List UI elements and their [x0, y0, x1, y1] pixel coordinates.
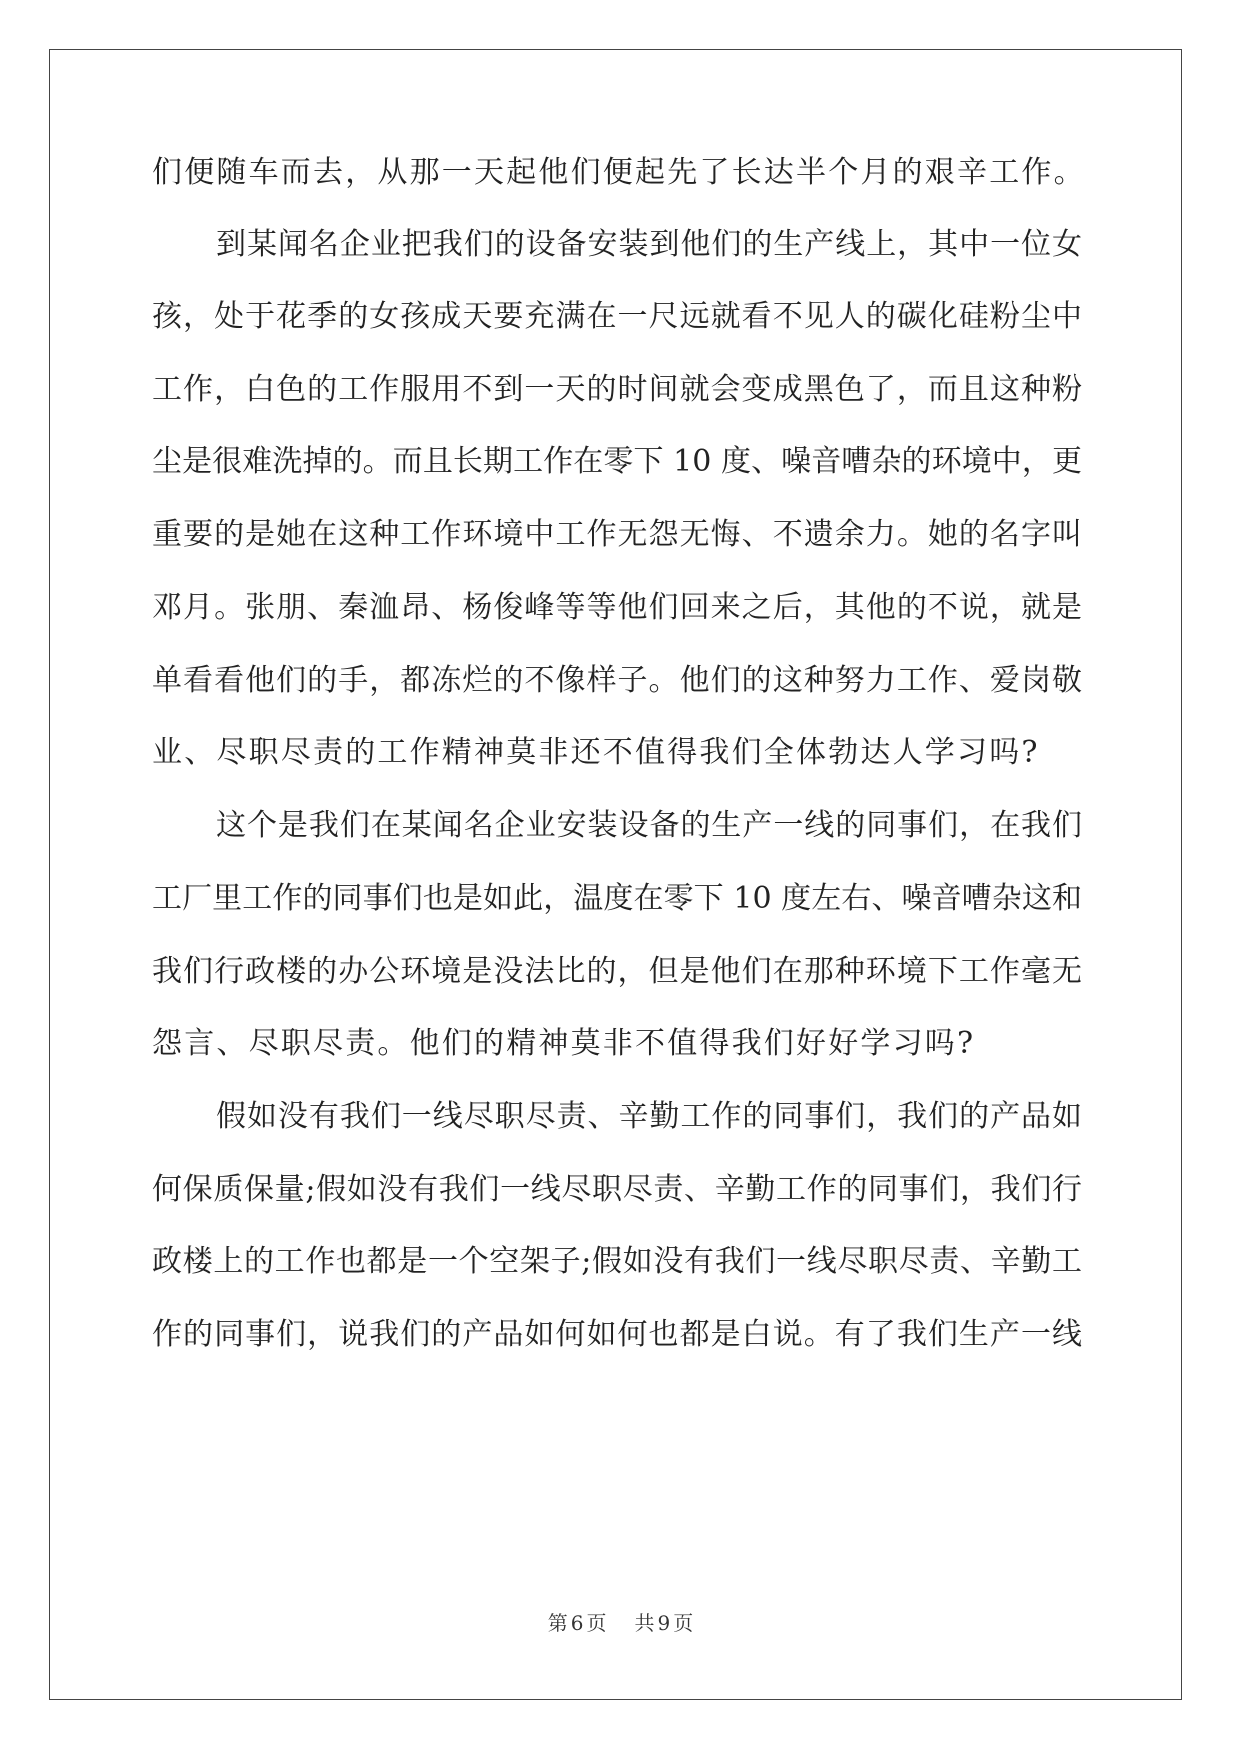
total-pages: 9 — [657, 1611, 671, 1635]
text-line: 尘是很难洗掉的。而且长期工作在零下 10 度、噪音嘈杂的环境中，更 — [152, 444, 1082, 479]
text-line: 何保质保量;假如没有我们一线尽职尽责、辛勤工作的同事们，我们行 — [152, 1172, 1082, 1207]
paragraph-first-line: 假如没有我们一线尽职尽责、辛勤工作的同事们，我们的产品如 — [216, 1099, 1082, 1134]
text-line: 重要的是她在这种工作环境中工作无怨无悔、不遗余力。她的名字叫 — [152, 517, 1082, 552]
text-line: 作的同事们，说我们的产品如何如何也都是白说。有了我们生产一线 — [152, 1317, 1082, 1352]
text-line: 单看看他们的手，都冻烂的不像样子。他们的这种努力工作、爱岗敬 — [152, 663, 1082, 698]
paragraph-first-line: 这个是我们在某闻名企业安装设备的生产一线的同事们，在我们 — [216, 808, 1082, 843]
text-line: 业、尽职尽责的工作精神莫非还不值得我们全体勃达人学习吗? — [152, 735, 1040, 770]
text-line: 工厂里工作的同事们也是如此，温度在零下 10 度左右、噪音嘈杂这和 — [152, 881, 1082, 916]
text-line: 政楼上的工作也都是一个空架子;假如没有我们一线尽职尽责、辛勤工 — [152, 1244, 1082, 1279]
page-footer — [0, 1610, 1241, 1636]
total-suffix: 页 — [673, 1611, 694, 1635]
page-suffix: 页 — [586, 1611, 607, 1635]
text-line: 们便随车而去，从那一天起他们便起先了长达半个月的艰辛工作。 — [152, 155, 1086, 190]
text-line: 怨言、尽职尽责。他们的精神莫非不值得我们好好学习吗? — [152, 1026, 976, 1061]
page-number: 6 — [570, 1611, 584, 1635]
text-line: 我们行政楼的办公环境是没法比的，但是他们在那种环境下工作毫无 — [152, 954, 1082, 989]
text-line: 邓月。张朋、秦洫昂、杨俊峰等等他们回来之后，其他的不说，就是 — [152, 590, 1082, 625]
text-line: 孩，处于花季的女孩成天要充满在一尺远就看不见人的碳化硅粉尘中 — [152, 299, 1082, 334]
total-prefix: 共 — [634, 1611, 655, 1635]
paragraph-first-line: 到某闻名企业把我们的设备安装到他们的生产线上，其中一位女 — [216, 227, 1082, 262]
text-line: 工作，白色的工作服用不到一天的时间就会变成黑色了，而且这种粉 — [152, 372, 1082, 407]
page-prefix: 第 — [547, 1611, 568, 1635]
